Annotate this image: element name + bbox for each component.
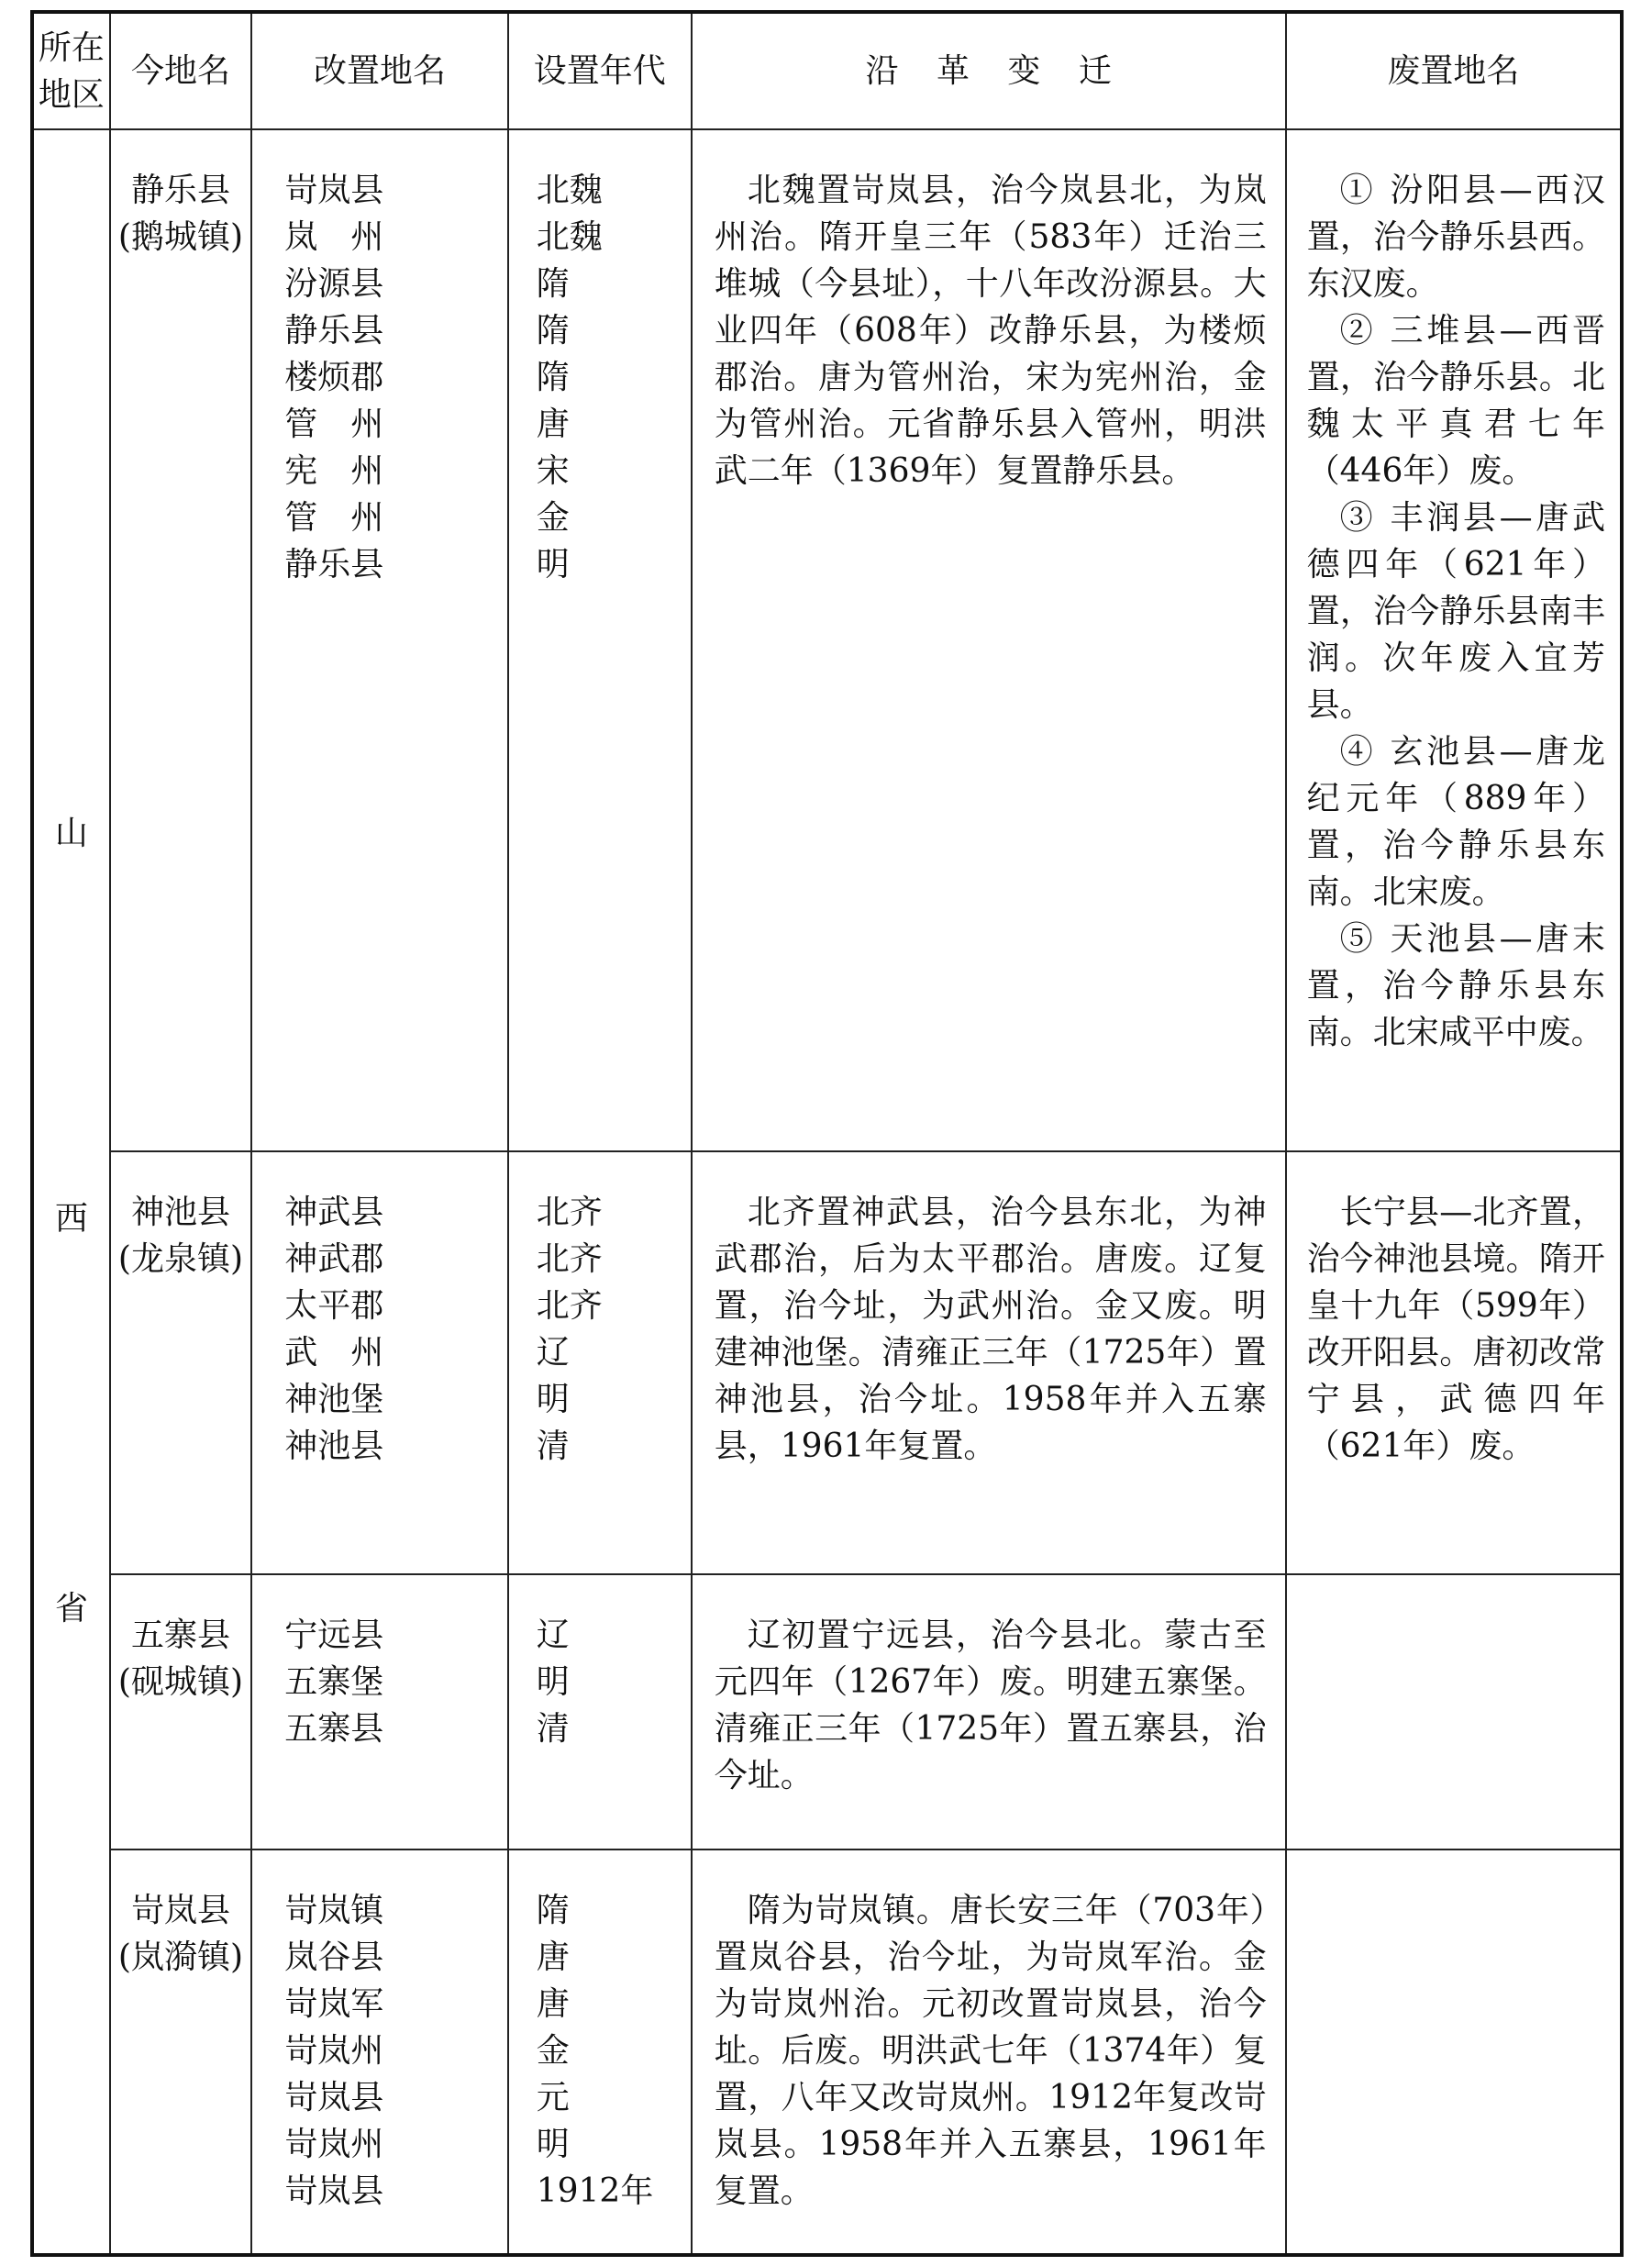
header-renamed: 改置地名	[251, 12, 507, 129]
region-char: 山	[54, 814, 88, 852]
today-name-cell: 岢岚县 (岚漪镇)	[110, 1849, 252, 2255]
history-cell: 辽初置宁远县，治今县北。蒙古至元四年（1267年）废。明建五寨堡。清雍正三年（1725年）置五寨县，治今址。	[692, 1574, 1286, 1850]
table-row	[32, 1574, 1622, 1850]
era-cell: 隋 唐 唐 金 元 明 1912年	[508, 1849, 692, 2255]
history-cell: 隋为岢岚镇。唐长安三年（703年）置岚谷县，治今址，为岢岚军治。金为岢岚州治。元初改置岢岚县，治今址。后废。明洪武七年（1374年）复置，八年又改岢岚州。1912年复改岢岚县。1958年并入五寨县，1961年复置。	[692, 1849, 1286, 2255]
header-region: 所在 地区	[32, 12, 110, 129]
header-row	[32, 12, 1622, 129]
era-cell: 北魏 北魏 隋 隋 隋 唐 宋 金 明	[508, 129, 692, 1151]
renamed-cell: 宁远县 五寨堡 五寨县	[251, 1574, 507, 1850]
today-name-cell: 静乐县 (鹅城镇)	[110, 129, 252, 1151]
table-row	[32, 1151, 1622, 1574]
region-char: 省	[54, 1589, 88, 1627]
renamed-cell: 岢岚县 岚 州 汾源县 静乐县 楼烦郡 管 州 宪 州 管 州 静乐县	[251, 129, 507, 1151]
history-cell: 北魏置岢岚县，治今岚县北，为岚州治。隋开皇三年（583年）迁治三堆城（今县址），十八年改汾源县。大业四年（608年）改静乐县，为楼烦郡治。唐为管州治，宋为宪州治，金为管州治。元省静乐县入管州，明洪武二年（1369年）复置静乐县。	[692, 129, 1286, 1151]
header-era: 设置年代	[508, 12, 692, 129]
header-abolished: 废置地名	[1286, 12, 1622, 129]
abolished-cell	[1286, 1574, 1622, 1850]
today-name-cell: 神池县 (龙泉镇)	[110, 1151, 252, 1574]
abolished-cell	[1286, 1849, 1622, 2255]
header-history: 沿 革 变 迁	[692, 12, 1286, 129]
region-cell	[32, 129, 110, 2255]
history-cell: 北齐置神武县，治今县东北，为神武郡治，后为太平郡治。唐废。辽复置，治今址，为武州治。金又废。明建神池堡。清雍正三年（1725年）置神池县，治今址。1958年并入五寨县，1961年复置。	[692, 1151, 1286, 1574]
abolished-cell: ① 汾阳县—西汉置，治今静乐县西。东汉废。 ② 三堆县—西晋置，治今静乐县。北魏太平真君七年（446年）废。 ③ 丰润县—唐武德四年（621年）置，治今静乐县南丰润。次年废入宜芳县。 ④ 玄池县—唐龙纪元年（889年）置，治今静乐县东南。北宋废。 ⑤ 天池县—唐末置，治今静乐县东南。北宋咸平中废。	[1286, 129, 1622, 1151]
table-row	[32, 1849, 1622, 2255]
history-table	[30, 10, 1624, 2257]
era-cell: 辽 明 清	[508, 1574, 692, 1850]
renamed-cell: 岢岚镇 岚谷县 岢岚军 岢岚州 岢岚县 岢岚州 岢岚县	[251, 1849, 507, 2255]
table-row	[32, 129, 1622, 1151]
today-name-cell: 五寨县 (砚城镇)	[110, 1574, 252, 1850]
era-cell: 北齐 北齐 北齐 辽 明 清	[508, 1151, 692, 1574]
renamed-cell: 神武县 神武郡 太平郡 武 州 神池堡 神池县	[251, 1151, 507, 1574]
region-char: 西	[54, 1199, 88, 1238]
abolished-cell: 长宁县—北齐置，治今神池县境。隋开皇十九年（599年）改开阳县。唐初改常宁县，武德四年（621年）废。	[1286, 1151, 1622, 1574]
header-today-name: 今地名	[110, 12, 252, 129]
